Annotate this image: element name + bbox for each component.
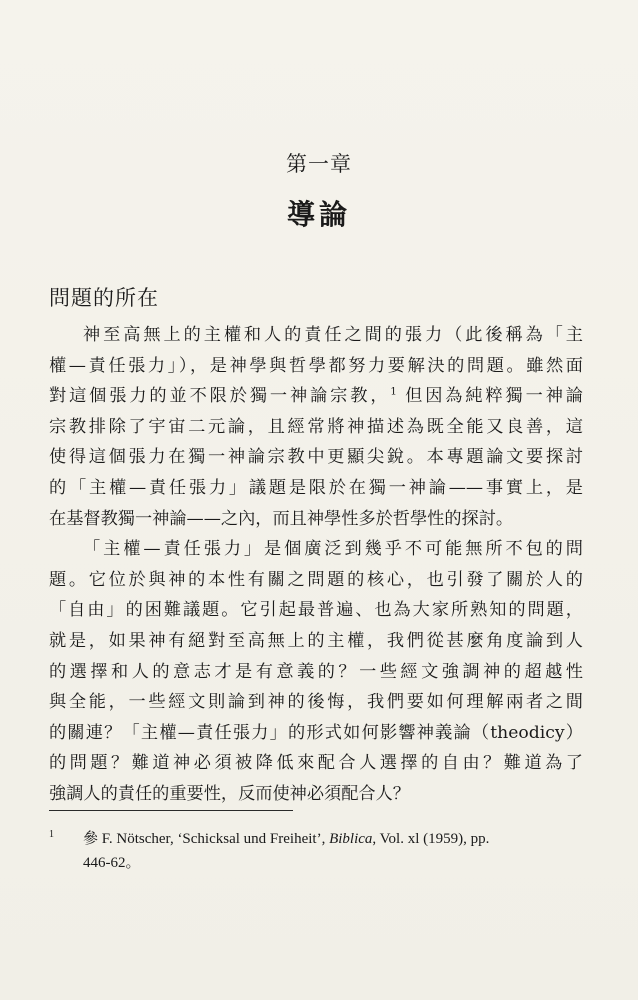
chapter-label: 第一章 <box>286 152 352 176</box>
body-text <box>49 320 583 810</box>
footnote-line <box>49 827 583 851</box>
paragraph-line: 的問題？難道神必須被降低來配合人選擇的自由？難道為了 <box>49 753 583 774</box>
paragraph-line-part: 對這個張力的並不限於獨一神論宗教， <box>49 386 391 407</box>
paragraph-line: 宗教排除了宇宙二元論，且經常將神描述為既全能又良善，這 <box>49 416 583 437</box>
footnote-citation-suffix: , Vol. xl (1959), pp. <box>372 831 490 847</box>
paragraph-line: 的選擇和人的意志才是有意義的？一些經文強調神的超越性 <box>49 661 583 682</box>
footnote-reference[interactable]: 1 <box>390 386 397 398</box>
paragraph-line: 與全能，一些經文則論到神的後悔，我們要如何理解兩者之間 <box>49 692 583 713</box>
paragraph-line: 在基督教獨一神論——之內，而且神學性多於哲學性的探討。 <box>49 508 514 529</box>
footnote <box>49 827 583 875</box>
paragraph-line: 權—責任張力」），是神學與哲學都努力要解決的問題。雖然面 <box>49 355 583 376</box>
paragraph-line: 「主權—責任張力」是個廣泛到幾乎不可能無所不包的問 <box>83 539 583 560</box>
paragraph-line: 神至高無上的主權和人的責任之間的張力（此後稱為「主 <box>83 325 583 345</box>
paragraph-line <box>49 381 583 412</box>
paragraph-line: 「自由」的困難議題。它引起最普遍、也為大家所熟知的問題， <box>49 600 583 621</box>
chapter-title: 導論 <box>286 198 351 231</box>
paragraph-line: 的關連？「主權—責任張力」的形式如何影響神義論（theodicy） <box>49 722 583 743</box>
section-heading: 問題的所在 <box>49 286 159 310</box>
footnote-line: 446-62。 <box>83 855 141 871</box>
footnote-number: 1 <box>49 829 54 840</box>
footnote-divider <box>49 810 293 811</box>
paragraph-line: 強調人的責任的重要性，反而使神必須配合人？ <box>49 783 410 804</box>
paragraph-line: 題。它位於與神的本性有關之問題的核心，也引發了關於人的 <box>49 569 583 590</box>
paragraph-line: 的「主權—責任張力」議題是限於在獨一神論——事實上，是 <box>49 477 583 498</box>
footnote-citation-prefix: 參 F. Nötscher, ‘Schicksal und Freiheit’, <box>83 831 330 847</box>
footnote-journal: Biblica <box>329 831 373 847</box>
paragraph-line: 就是，如果神有絕對至高無上的主權，我們從甚麼角度論到人 <box>49 630 583 651</box>
paragraph-line: 使得這個張力在獨一神論宗教中更顯尖銳。本專題論文要探討 <box>49 447 583 468</box>
paragraph-line-part: 但因為純粹獨一神論 <box>396 386 583 407</box>
